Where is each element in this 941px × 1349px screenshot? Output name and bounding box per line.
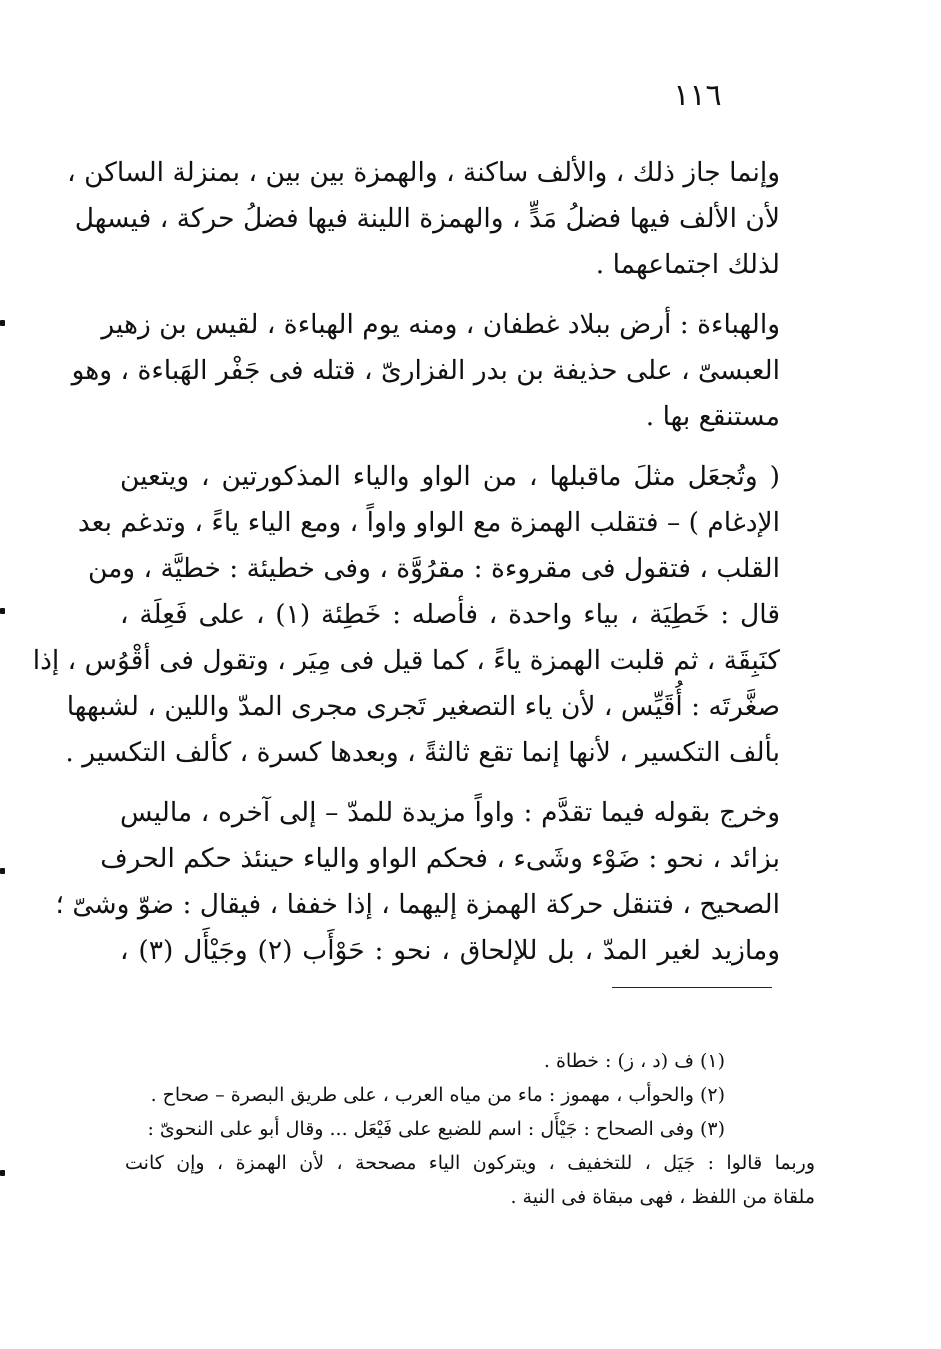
text-line: مستنقع بها . <box>645 401 780 432</box>
footnote-3-continued: وربما قالوا : جَيَل ، للتخفيف ، ويتركون الياء مصححة ، لأن الهمزة ، وإن كانت <box>125 1152 815 1174</box>
text-line: والهباءة : أرض ببلاد غطفان ، ومنه يوم الهباءة ، لقيس بن زهير <box>101 309 780 340</box>
text-line: كنَبِقَة ، ثم قلبت الهمزة ياءً ، كما قيل فى مِيَر ، وتقول فى أقْوُس ، إذا <box>32 645 780 676</box>
text-line: القلب ، فتقول فى مقروءة : مقرُوَّة ، وفى خطيئة : خطيَّة ، ومن <box>87 553 780 584</box>
scan-speck <box>0 1170 5 1176</box>
footnote-2: (٢) والحوأب ، مهموز : ماء من مياه العرب ، على طريق البصرة – صحاح . <box>150 1084 725 1106</box>
text-line: لأن الألف فيها فضلُ مَدٍّ ، والهمزة اللينة فيها فضلُ حركة ، فيسهل <box>74 203 780 234</box>
page-number: ١١٦ <box>673 78 722 113</box>
text-line: قال : خَطِيَة ، بياء واحدة ، فأصله : خَطِئة (١) ، على فَعِلَة ، <box>120 599 780 630</box>
scan-speck <box>0 320 5 326</box>
text-line: الإدغام ) – فتقلب الهمزة مع الواو واواً ، ومع الياء ياءً ، وتدغم بعد <box>77 507 780 538</box>
text-line: صغَّرتَه : أُقَيِّس ، لأن ياء التصغير تَجرى مجرى المدّ واللين ، لشبهها <box>66 691 780 722</box>
text-line: وخرج بقوله فيما تقدَّم : واواً مزيدة للمدّ – إلى آخره ، ماليس <box>120 797 780 828</box>
paragraph-4 <box>55 790 780 974</box>
text-line: العبسىّ ، على حذيفة بن بدر الفزارىّ ، قتله فى جَفْر الهَباءة ، وهو <box>71 355 780 386</box>
text-line: الصحيح ، فتنقل حركة الهمزة إليهما ، إذا خففا ، فيقال : ضوّ وشىّ ؛ <box>55 889 780 920</box>
scan-speck <box>0 608 5 614</box>
paragraph-1 <box>67 150 780 288</box>
footnote-1: (١) ف (د ، ز) : خطاة . <box>543 1050 725 1072</box>
footnotes <box>125 1044 815 1214</box>
footnote-3: (٣) وفى الصحاح : جَيْأَل : اسم للضبع على فَيْعَل ... وقال أبو على النحوىّ : <box>147 1118 725 1140</box>
text-line: لذلك اجتماعهما . <box>595 249 780 280</box>
main-text <box>32 150 780 988</box>
text-line: بألف التكسير ، لأنها إنما تقع ثالثةً ، وبعدها كسرة ، كألف التكسير . <box>65 737 780 768</box>
scan-speck <box>0 868 5 874</box>
text-line: ومازيد لغير المدّ ، بل للإلحاق ، نحو : حَوْأَب (٢) وجَيْأَل (٣) ، <box>120 935 780 966</box>
paragraph-2 <box>71 302 780 440</box>
footnote-3-continued: ملقاة من اللفظ ، فهى مبقاة فى النية . <box>510 1186 815 1208</box>
text-line: وإنما جاز ذلك ، والألف ساكنة ، والهمزة بين بين ، بمنزلة الساكن ، <box>67 157 780 188</box>
text-line: ( وتُجعَل مثلَ ماقبلها ، من الواو والياء المذكورتين ، ويتعين <box>120 461 780 492</box>
text-line: بزائد ، نحو : ضَوْء وشَىء ، فحكم الواو والياء حينئذ حكم الحرف <box>100 843 780 874</box>
footnote-separator <box>612 987 772 988</box>
paragraph-3 <box>32 454 780 776</box>
